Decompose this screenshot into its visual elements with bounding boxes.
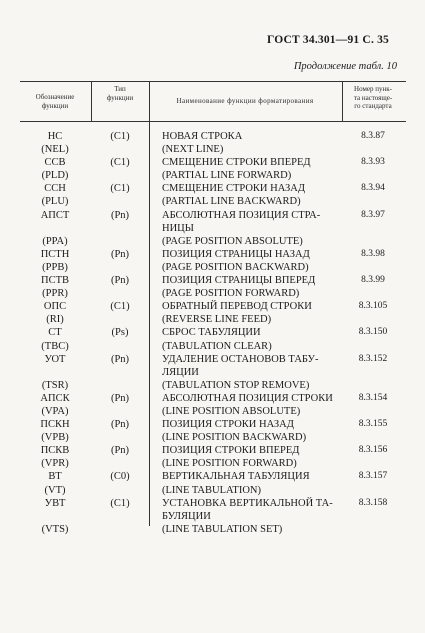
function-name: ПОЗИЦИЯ СТРАНИЦЫ НАЗАД (PAGE POSITION BACKWARD) xyxy=(162,248,310,273)
function-type: (C1) xyxy=(110,157,130,169)
clause-number: 8.3.94 xyxy=(361,183,385,194)
column-header-type: Тип функции xyxy=(106,85,134,102)
clause-number: 8.3.155 xyxy=(358,419,388,430)
function-name: СБРОС ТАБУЛЯЦИИ (TABULATION CLEAR) xyxy=(162,327,272,352)
clause-number: 8.3.157 xyxy=(358,471,388,482)
function-mnemonic: ПСТВ (PPR) xyxy=(40,275,69,300)
function-mnemonic: УОТ (TSR) xyxy=(41,353,69,391)
function-type: (Pn) xyxy=(110,445,130,457)
function-mnemonic: ВТ (VT) xyxy=(44,471,66,496)
table-row xyxy=(0,326,425,352)
page-header: ГОСТ 34.301—91 С. 35 xyxy=(266,34,389,46)
function-type: (C1) xyxy=(110,497,130,509)
function-mnemonic: ПСКВ (VPR) xyxy=(40,445,70,470)
table-row xyxy=(0,470,425,496)
function-type: (Pn) xyxy=(110,248,130,260)
clause-number: 8.3.154 xyxy=(358,392,388,403)
table-row xyxy=(0,156,425,182)
function-type: (Pn) xyxy=(110,209,130,221)
table-row xyxy=(0,353,425,392)
clause-number: 8.3.99 xyxy=(361,275,385,286)
table-row xyxy=(0,418,425,444)
function-name: ВЕРТИКАЛЬНАЯ ТАБУЛЯЦИЯ (LINE TABULATION) xyxy=(162,471,310,496)
function-mnemonic: СТ (TBC) xyxy=(41,327,69,352)
function-name: УДАЛЕНИЕ ОСТАНОВОВ ТАБУ- ЛЯЦИИ (TABULATION STOP REMOVE) xyxy=(162,353,319,391)
table-header-rule xyxy=(20,121,406,122)
table-row xyxy=(0,248,425,274)
function-type: (C1) xyxy=(110,301,130,313)
clause-number: 8.3.98 xyxy=(361,248,385,259)
function-mnemonic: ОПС (RI) xyxy=(43,301,67,326)
function-name: СМЕЩЕНИЕ СТРОКИ НАЗАД (PARTIAL LINE BACKWARD) xyxy=(162,183,306,208)
clause-number: 8.3.93 xyxy=(361,157,385,168)
clause-number: 8.3.152 xyxy=(358,353,388,364)
table-top-rule xyxy=(20,81,406,82)
table-row xyxy=(0,300,425,326)
function-type: (C0) xyxy=(110,471,130,483)
clause-number: 8.3.105 xyxy=(358,301,388,312)
table-row xyxy=(0,444,425,470)
table-row xyxy=(0,130,425,156)
clause-number: 8.3.150 xyxy=(358,327,388,338)
column-header-mnemonic: Обозначение функции xyxy=(35,93,75,110)
function-name: АБСОЛЮТНАЯ ПОЗИЦИЯ СТРОКИ (LINE POSITION ABSOLUTE) xyxy=(162,392,333,417)
clause-number: 8.3.158 xyxy=(358,497,388,508)
function-name: УСТАНОВКА ВЕРТИКАЛЬНОЙ ТА- БУЛЯЦИИ (LINE TABULATION SET) xyxy=(162,497,333,535)
table-row xyxy=(0,182,425,208)
table-row xyxy=(0,392,425,418)
function-name: ПОЗИЦИЯ СТРОКИ НАЗАД (LINE POSITION BACKWARD) xyxy=(162,419,307,444)
function-name: ПОЗИЦИЯ СТРОКИ ВПЕРЕД (LINE POSITION FORWARD) xyxy=(162,445,300,470)
function-mnemonic: ПСКН (VPB) xyxy=(40,419,70,444)
table-row xyxy=(0,209,425,248)
function-type: (Pn) xyxy=(110,353,130,365)
function-mnemonic: АПСК (VPA) xyxy=(40,392,70,417)
function-type: (Ps) xyxy=(111,327,129,339)
function-name: НОВАЯ СТРОКА (NEXT LINE) xyxy=(162,131,243,156)
function-name: СМЕЩЕНИЕ СТРОКИ ВПЕРЕД (PARTIAL LINE FORWARD) xyxy=(162,157,311,182)
function-type: (C1) xyxy=(110,131,130,142)
function-type: (Pn) xyxy=(110,419,130,431)
column-header-number: Номер пунк- та настояще- го стандарта xyxy=(353,85,393,110)
function-mnemonic: НС (NEL) xyxy=(41,131,69,156)
function-mnemonic: УВТ (VTS) xyxy=(41,497,69,535)
table-row xyxy=(0,274,425,300)
column-header-name: Наименование функции форматирования xyxy=(176,97,314,105)
clause-number: 8.3.156 xyxy=(358,445,388,456)
function-type: (Pn) xyxy=(110,392,130,404)
function-mnemonic: ССН (PLU) xyxy=(41,183,69,208)
function-name: ОБРАТНЫЙ ПЕРЕВОД СТРОКИ (REVERSE LINE FEED) xyxy=(162,301,312,326)
function-mnemonic: ПСТН (PPB) xyxy=(40,248,70,273)
table-continuation-caption: Продолжение табл. 10 xyxy=(293,61,397,72)
function-mnemonic: АПСТ (PPA) xyxy=(40,209,70,247)
clause-number: 8.3.97 xyxy=(361,209,385,220)
function-type: (C1) xyxy=(110,183,130,195)
table-body xyxy=(0,130,425,536)
function-name: АБСОЛЮТНАЯ ПОЗИЦИЯ СТРА- НИЦЫ (PAGE POSITION ABSOLUTE) xyxy=(162,209,321,247)
function-name: ПОЗИЦИЯ СТРАНИЦЫ ВПЕРЕД (PAGE POSITION FORWARD) xyxy=(162,275,316,300)
function-type: (Pn) xyxy=(110,275,130,287)
table-row xyxy=(0,497,425,536)
function-mnemonic: ССВ (PLD) xyxy=(41,157,69,182)
clause-number: 8.3.87 xyxy=(361,131,385,141)
